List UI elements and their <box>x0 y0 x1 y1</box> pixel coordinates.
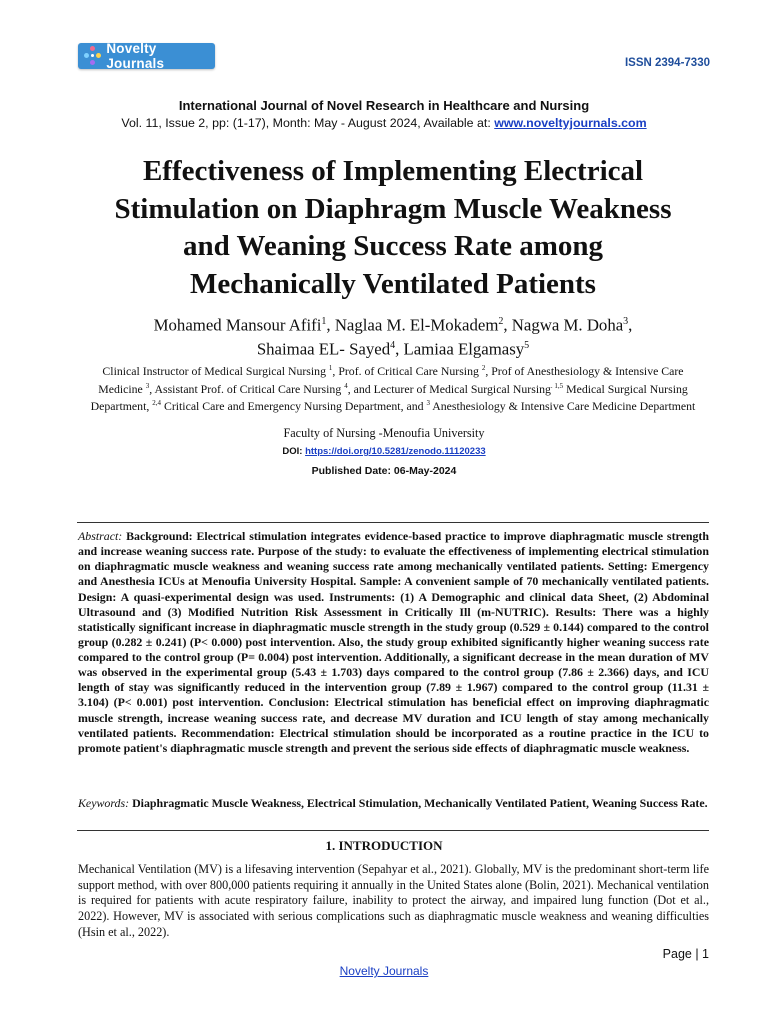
logo-text: Novelty Journals <box>106 41 165 71</box>
author-name: Naglaa M. El-Mokadem <box>334 315 499 335</box>
published-date: Published Date: 06-May-2024 <box>311 465 457 477</box>
doi-line <box>0 446 768 457</box>
affiliation-number: 4 <box>344 381 348 390</box>
author-affiliations <box>84 361 702 414</box>
affiliation-text: , Prof of Anesthesiology & Intensive Care Medicine <box>98 363 684 396</box>
author-separator: , <box>503 315 512 335</box>
author-name: Nagwa M. Doha <box>511 315 624 335</box>
keywords-text: Diaphragmatic Muscle Weakness, Electrical Stimulation, Mechanically Ventilated Patient, Weaning Success Rate. <box>129 796 708 810</box>
author-separator: , <box>395 339 404 359</box>
author-name: Lamiaa Elgamasy <box>403 339 525 359</box>
affiliation-text: Medical Surgical Nursing Department, <box>90 381 688 413</box>
author-list <box>80 312 706 359</box>
affiliation-number: 2,4 <box>152 399 161 408</box>
page-number: Page | 1 <box>662 947 709 961</box>
author-affiliation-number: 1 <box>321 316 327 327</box>
abstract-label: Abstract: <box>78 529 123 543</box>
affiliation-text: , Assistant Prof. of Critical Care Nursing <box>149 381 345 396</box>
author-affiliation-number: 5 <box>524 339 530 351</box>
volume-text: Vol. 11, Issue 2, pp: (1-17), Month: May - August 2024, Available at: <box>121 116 495 130</box>
affiliation-text: Clinical Instructor of Medical Surgical Nursing <box>102 363 329 378</box>
author-affiliation-number: 2 <box>498 316 504 327</box>
author-name: Mohamed Mansour Afifi <box>153 315 322 335</box>
author-affiliation-number: 3 <box>623 316 629 327</box>
abstract-text: Background: Electrical stimulation integrates evidence-based practice to improve diaphragmatic muscle strength and increase weaning success rate. Purpose of the study: to evaluate the effectiveness of implementing electrical stimulation on diaphragmatic muscle weakness and weaning success rate among mechanically ventilated patients. Setting: Emergency and Anesthesia ICUs at Menoufia University Hospital. Sample: A convenient sample of 70 mechanically ventilated patients. Design: A quasi-experimental design was used. Instruments: (1) A Demographic and clinical data Sheet, (2) Abdominal Ultrasound and (3) Modified Nutrition Risk Assessment in Critically Ill (m-NUTRIC). Results: There was a highly statistically significant increase in diaphragmatic muscle strength in the study group (0.529 ± 0.144) compared to the control group (0.282 ± 0.241) (P< 0.000) post intervention. Also, the study group exhibited significantly higher weaning success rate compared to the control group (P= 0.004) post intervention. Additionally, a significant decrease in the mean duration of MV was observed in the experimental group (5.43 ± 1.703) days compared to the control group (7.86 ± 2.366) days, and ICU length of stay was significantly reduced in the intervention group (7.89 ± 1.967) compared to the control group (11.31 ± 3.104) (P< 0.001) post intervention. Conclusion: Electrical stimulation has beneficial effect on improving diaphragmatic muscle strength, increase weaning success rate, and decrease MV duration and ICU length of stay among mechanically ventilated patients. Recommendation: Electrical stimulation should be incorporated as a routine practice in the ICU to promote patient's diaphragmatic muscle strength and prevent the serious side effects of diaphragmatic muscle weakness. <box>78 529 709 755</box>
affiliation-text: , Prof. of Critical Care Nursing <box>332 363 482 378</box>
logo-molecule-icon <box>82 45 103 67</box>
doi-label: DOI: <box>282 446 306 457</box>
abstract-top-divider <box>77 522 709 523</box>
abstract-paragraph <box>78 529 709 756</box>
affiliation-text: Anesthesiology & Intensive Care Medicine Department <box>429 398 696 413</box>
doi-link[interactable]: https://doi.org/10.5281/zenodo.11120233 <box>305 446 486 457</box>
author-separator: , <box>628 315 633 335</box>
journal-website-link[interactable]: www.noveltyjournals.com <box>494 116 647 130</box>
author-name: Shaimaa EL- Sayed <box>256 339 391 359</box>
abstract-bottom-divider <box>77 830 709 831</box>
journal-volume-line <box>0 116 768 130</box>
introduction-paragraph: Mechanical Ventilation (MV) is a lifesaving intervention (Sepahyar et al., 2021). Globally, MV is the predominant short-term life support method, with over 800,000 patients requiring it annually in the United States alone (Bolin, 2021). Mechanical ventilation is required for patients with acute respiratory failure, inability to protect the airway, and impaired lung function (Dot et al., 2022). However, MV is associated with serious complications such as diaphragmatic muscle weakness and weaning difficulties (Hsin et al., 2022). <box>78 862 709 939</box>
keywords-paragraph <box>78 796 709 811</box>
article-title: Effectiveness of Implementing Electrical Stimulation on Diaphragm Muscle Weakness and Weaning Success Rate among Mechanically Ventilated Patients <box>114 155 672 300</box>
footer <box>0 964 768 978</box>
affiliation-number: 1 <box>328 364 333 372</box>
affiliation-number: 2 <box>481 364 486 372</box>
author-affiliation-number: 4 <box>390 339 396 351</box>
author-separator: , <box>326 315 335 335</box>
issn-number: ISSN 2394-7330 <box>624 57 710 69</box>
affiliation-number: . 1,5 <box>550 381 564 390</box>
affiliation-text: Critical Care and Emergency Nursing Department, and <box>161 398 427 413</box>
keywords-label: Keywords: <box>78 796 130 810</box>
affiliation-text: , and Lecturer of Medical Surgical Nursing <box>347 381 551 396</box>
faculty-name: Faculty of Nursing -Menoufia University <box>283 426 485 440</box>
journal-name: International Journal of Novel Research in Healthcare and Nursing <box>178 98 590 113</box>
section-heading-introduction: 1. INTRODUCTION <box>325 838 443 853</box>
journal-logo <box>78 43 215 69</box>
affiliation-number: 3 <box>145 381 150 390</box>
affiliation-number: 3 <box>426 399 430 408</box>
footer-journal-link[interactable]: Novelty Journals <box>339 964 429 978</box>
